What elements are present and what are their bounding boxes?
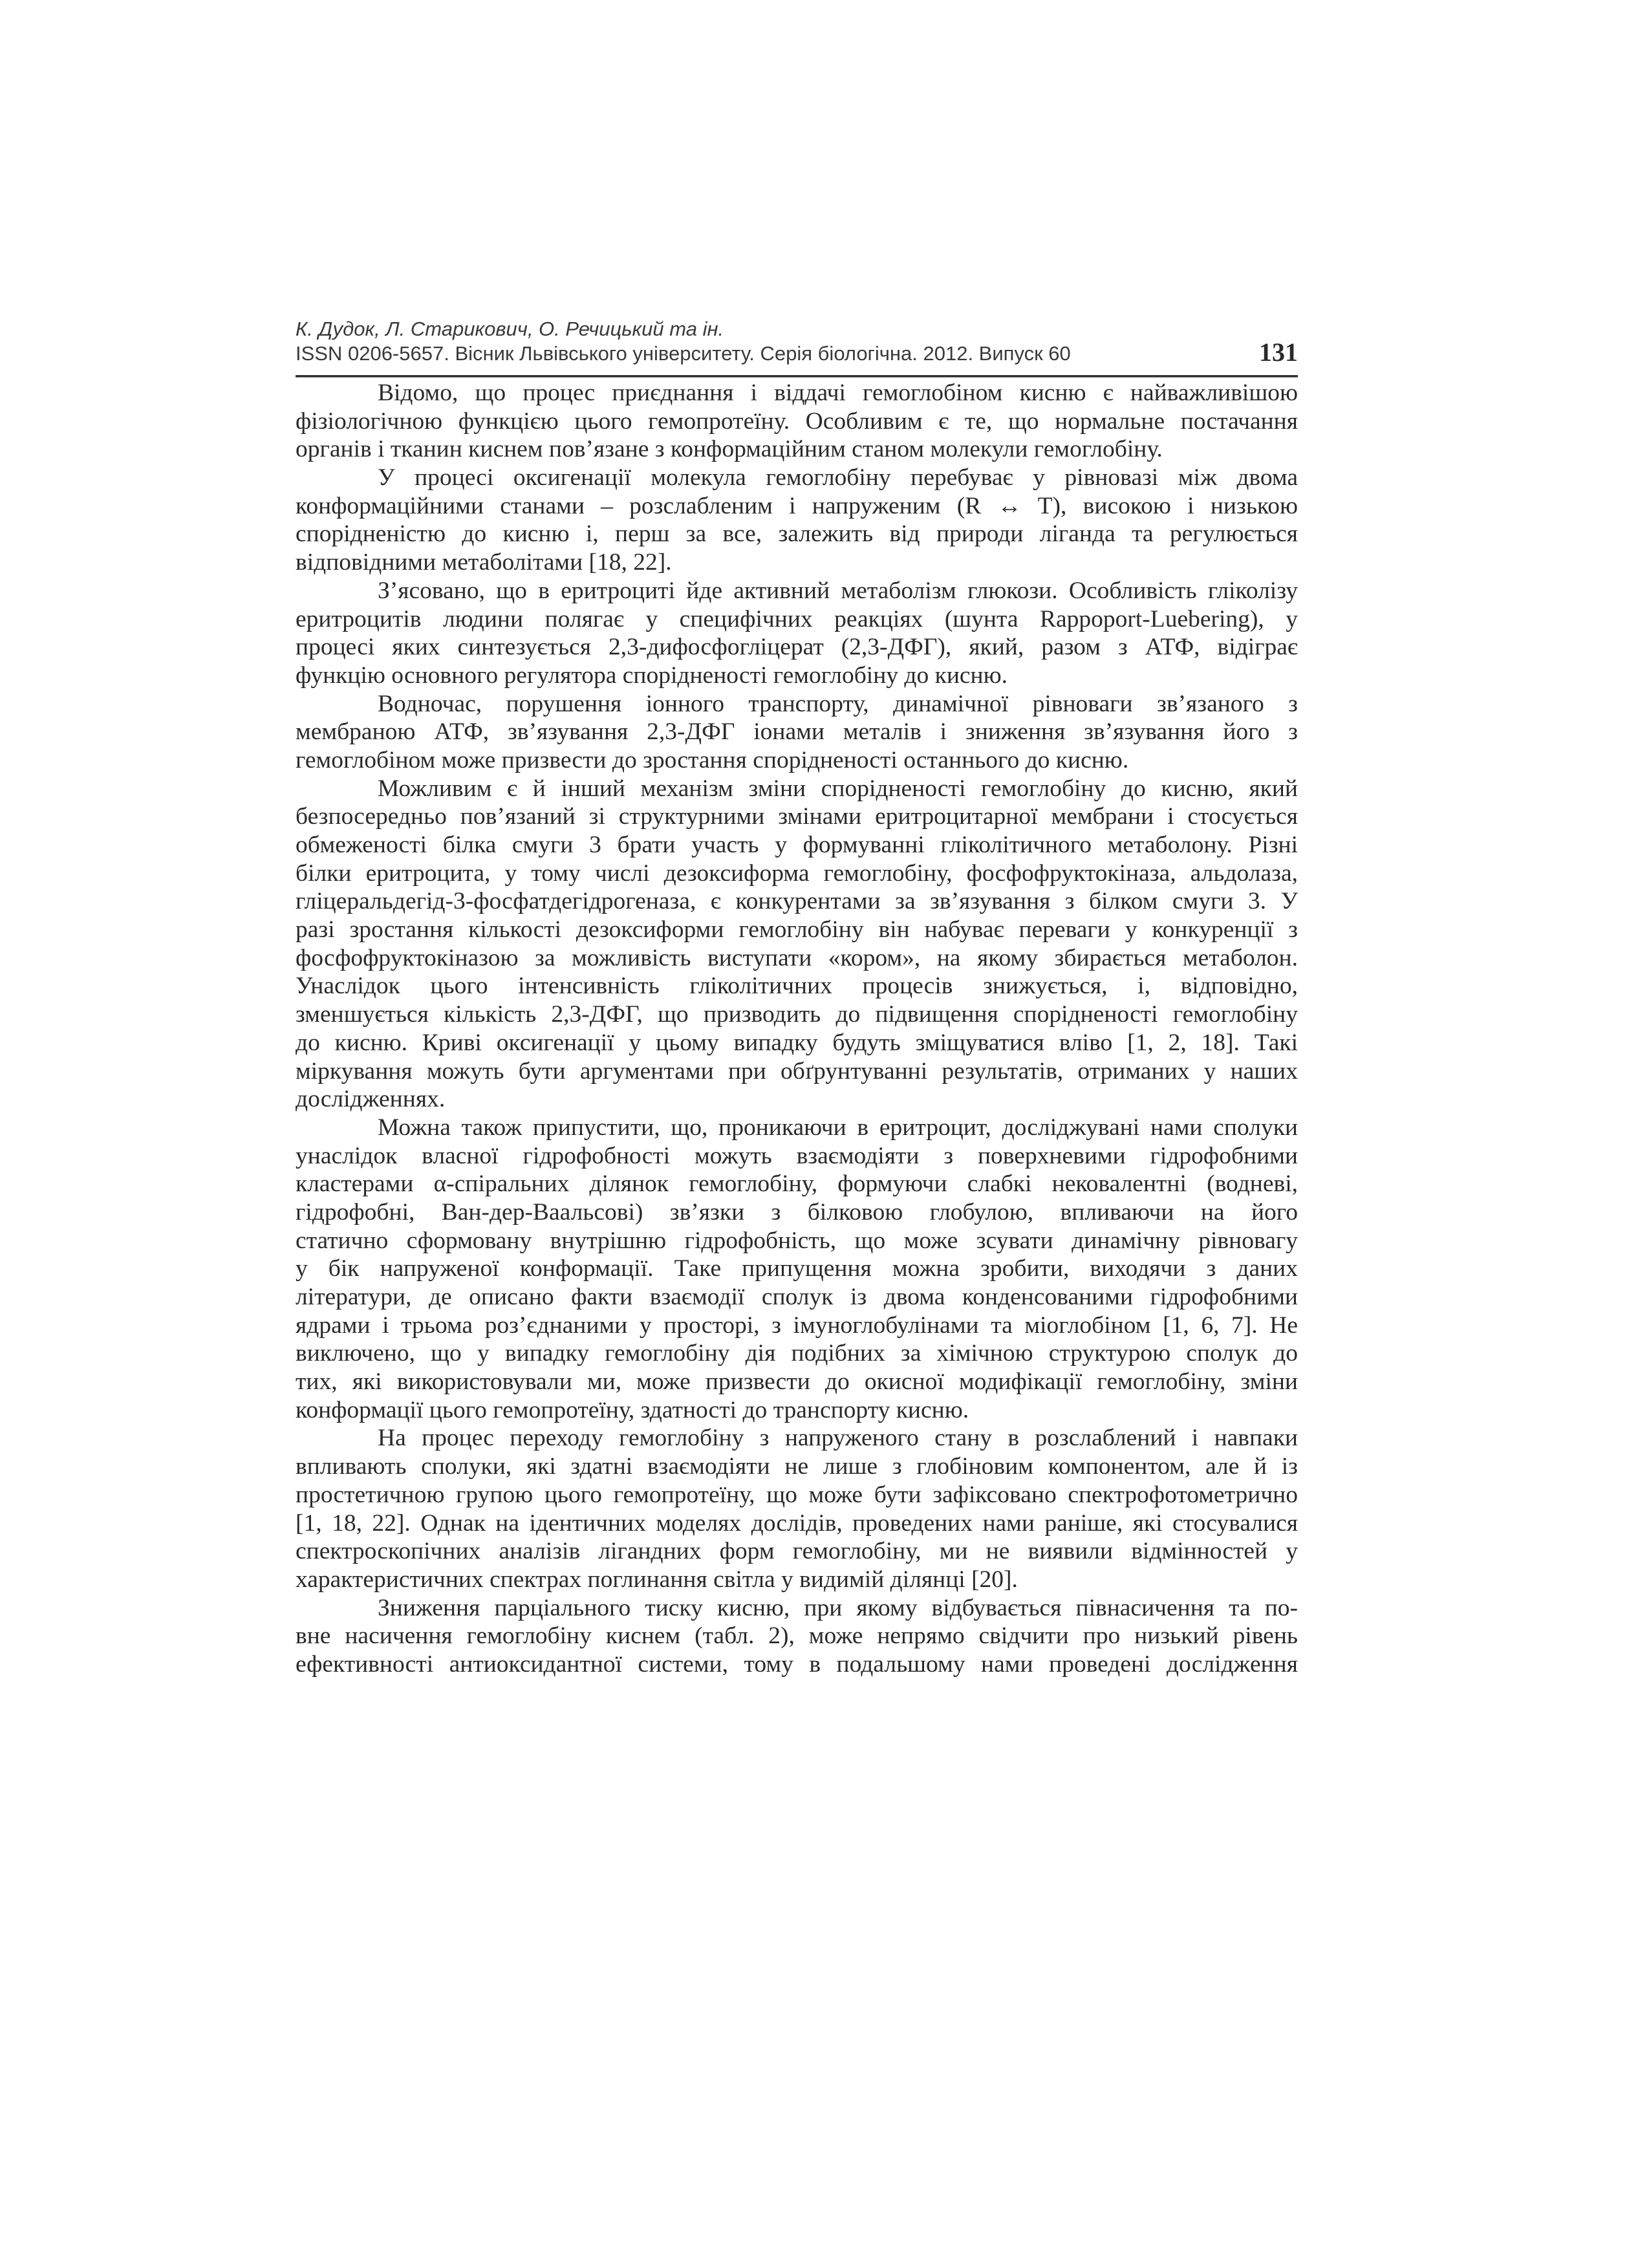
text-line: білки еритроцита, у тому числі дезоксиформа гемоглобіну, фосфофруктокіназа, альдолаза, (296, 859, 1298, 887)
paragraph (296, 1114, 1298, 1425)
text-line: обмеженості білка смуги 3 брати участь у формуванні гліколітичного метаболону. Різні (296, 832, 1298, 858)
running-header (296, 317, 1298, 366)
text-line: статично сформовану внутрішню гідрофобність, що може зсувати динамічну рівновагу (296, 1227, 1298, 1254)
text-line: Зниження парціального тиску кисню, при якому відбувається півнасичення та по- (378, 1594, 1298, 1621)
text-line: фізіологічною функцією цього гемопротеїну. Особливим є те, що нормальне постачання (296, 407, 1298, 435)
text-line: Унаслідок цього інтенсивність гліколітичних процесів знижується, і, відповідно, (296, 973, 1298, 1000)
text-line: Можна також припустити, що, проникаючи в еритроцит, досліджувані нами сполуки (378, 1114, 1298, 1141)
text-line: мембраною АТФ, зв’язування 2,3-ДФГ іонами металів і зниження зв’язування його з (296, 718, 1298, 746)
paragraph (296, 690, 1298, 775)
text-line: спорідненістю до кисню і, перш за все, залежить від природи ліганда та регулюється (296, 521, 1298, 548)
text-line: дослідженнях. (296, 1086, 446, 1113)
text-line: разі зростання кількості дезоксиформи гемоглобіну він набуває переваги у конкуренції з (296, 916, 1298, 944)
text-line: [1, 18, 22]. Однак на ідентичних моделях дослідів, проведених нами раніше, які стосувалися (296, 1509, 1298, 1537)
text-line: впливають сполуки, які здатні взаємодіяти не лише з глобіновим компонентом, але й із (296, 1453, 1298, 1480)
text-line: функцію основного регулятора спорідненості гемоглобіну до кисню. (296, 662, 1008, 689)
text-line: Можливим є й інший механізм зміни спорідненості гемоглобіну до кисню, який (378, 775, 1298, 802)
text-line: Водночас, порушення іонного транспорту, динамічної рівноваги зв’язаного з (378, 690, 1298, 717)
journal-page (296, 317, 1298, 1679)
text-line: спектроскопічних аналізів лігандних форм гемоглобіну, ми не виявили відмінностей у (296, 1538, 1298, 1565)
text-line: тих, які використовували ми, може призвести до окисної модифікації гемоглобіну, зміни (296, 1368, 1298, 1396)
text-line: конформації цього гемопротеїну, здатності до транспорту кисню. (296, 1396, 969, 1423)
text-line: З’ясовано, що в еритроциті йде активний метаболізм глюкози. Особливість гліколізу (378, 577, 1298, 604)
page-number: 131 (1259, 338, 1298, 367)
text-line: На процес переходу гемоглобіну з напруженого стану в розслаблений і навпаки (378, 1425, 1298, 1452)
paragraph (296, 464, 1298, 577)
text-line: фосфофруктокіназою за можливість виступати «кором», на якому збирається метаболон. (296, 944, 1298, 971)
text-line: ядрами і трьома роз’єднаними у просторі, з імуноглобулінами та міоглобіном [1, 6, 7]. Не (296, 1312, 1298, 1339)
text-line: відповідними метаболітами [18, 22]. (296, 549, 672, 576)
text-line: Відомо, що процес приєднання і віддачі гемоглобіном кисню є найважливішою (378, 380, 1298, 406)
header-journal-info: ISSN 0206-5657. Вісник Львівського університету. Серія біологічна. 2012. Випуск 60 (296, 342, 1071, 365)
text-line: до кисню. Криві оксигенації у цьому випадку будуть зміщуватися вліво [1, 2, 18]. Такі (296, 1029, 1298, 1056)
text-line: зменшується кількість 2,3-ДФГ, що призводить до підвищення спорідненості гемоглобіну (296, 1001, 1298, 1028)
text-line: вне насичення гемоглобіну киснем (табл. 2), може непрямо свідчити про низький рівень (296, 1623, 1298, 1650)
text-line: кластерами α-спіральних ділянок гемоглобіну, формуючи слабкі нековалентні (водневі, (296, 1171, 1298, 1198)
text-line: процесі яких синтезується 2,3-дифосфогліцерат (2,3-ДФГ), який, разом з АТФ, відіграє (296, 634, 1298, 661)
text-line: характеристичних спектрах поглинання світла у видимій ділянці [20]. (296, 1566, 1018, 1593)
header-rule (296, 375, 1298, 378)
text-line: літератури, де описано факти взаємодії сполук із двома конденсованими гідрофобними (296, 1284, 1298, 1310)
text-line: гідрофобні, Ван-дер-Ваальсові) зв’язки з білковою глобулою, впливаючи на його (296, 1198, 1298, 1226)
text-line: гліцеральдегід-3-фосфатдегідрогеназа, є конкурентами за зв’язування з білком смуги 3. У (296, 888, 1298, 915)
text-line: ефективності антиоксидантної системи, тому в подальшому нами проведені дослідження (296, 1650, 1298, 1678)
text-line: унаслідок власної гідрофобності можуть взаємодіяти з поверхневими гідрофобними (296, 1142, 1298, 1169)
text-line: органів і тканин киснем пов’язане з конформаційним станом молекули гемоглобіну. (296, 436, 1163, 463)
text-line: гемоглобіном може призвести до зростання спорідненості останнього до кисню. (296, 746, 1129, 773)
article-body (296, 379, 1298, 1679)
text-line: простетичною групою цього гемопротеїну, що може бути зафіксовано спектрофотометрично (296, 1481, 1298, 1508)
paragraph (296, 379, 1298, 464)
text-line: міркування можуть бути аргументами при обґрунтуванні результатів, отриманих у наших (296, 1057, 1298, 1085)
paragraph (296, 1594, 1298, 1679)
header-authors: К. Дудок, Л. Старикович, О. Речицький та ін. (296, 318, 724, 340)
text-line: у бік напруженої конформації. Таке припущення можна зробити, виходячи з даних (296, 1255, 1298, 1282)
text-line: безпосередньо пов’язаний зі структурними змінами еритроцитарної мембрани і стосується (296, 803, 1298, 830)
text-line: конформаційними станами – розслабленим і напруженим (R ↔ T), високою і низькою (296, 492, 1298, 519)
text-line: виключено, що у випадку гемоглобіну дія подібних за хімічною структурою сполук до (296, 1340, 1298, 1367)
text-line: У процесі оксигенації молекула гемоглобіну перебуває у рівновазі між двома (378, 464, 1298, 491)
paragraph (296, 1424, 1298, 1593)
text-line: еритроцитів людини полягає у специфічних реакціях (шунта Rappoport-Luebering), у (296, 605, 1298, 632)
paragraph (296, 775, 1298, 1114)
paragraph (296, 577, 1298, 690)
